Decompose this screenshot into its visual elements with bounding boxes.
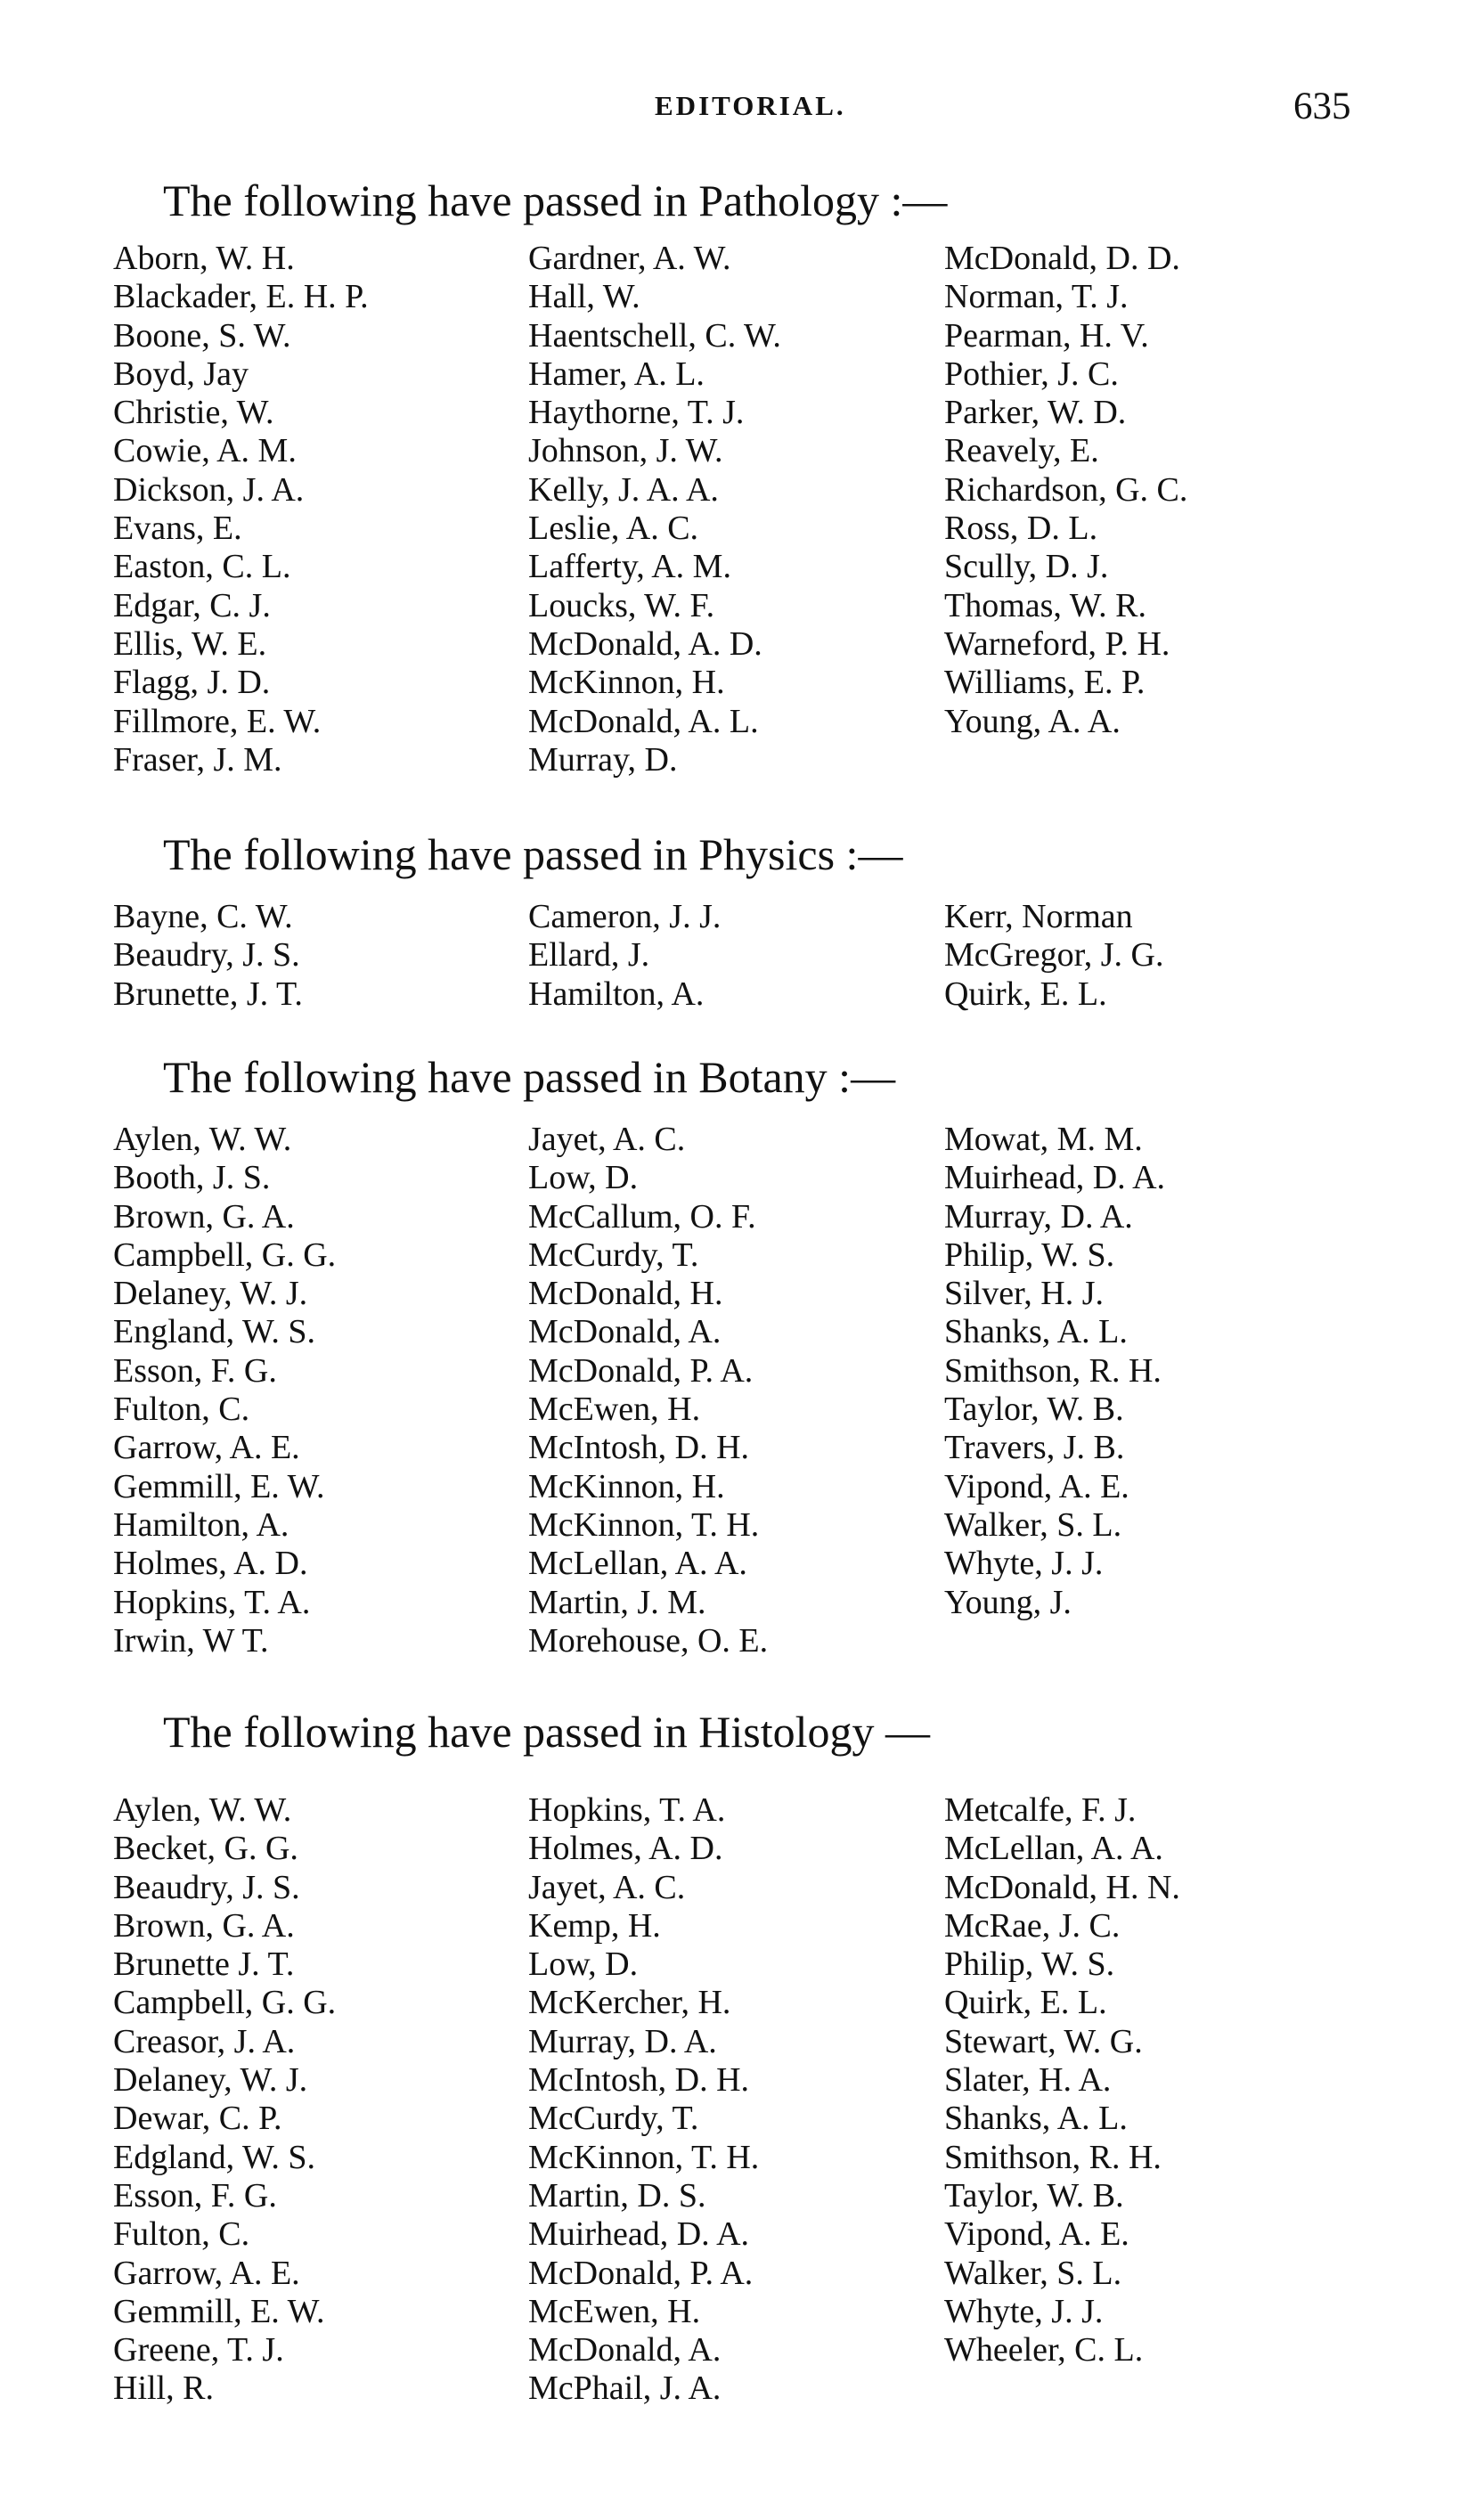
student-name: Evans, E.	[113, 510, 242, 548]
student-name: Muirhead, D. A.	[528, 2215, 750, 2254]
student-name: Taylor, W. B.	[944, 1391, 1124, 1429]
student-name: McDonald, D. D.	[944, 240, 1180, 277]
name-column	[528, 240, 947, 779]
student-name: Ellis, W. E.	[113, 624, 267, 663]
student-name: McPhail, J. A.	[528, 2369, 722, 2408]
student-name: Walker, S. L.	[944, 2254, 1122, 2292]
student-name: Holmes, A. D.	[113, 1545, 308, 1583]
student-name: Murray, D. A.	[944, 1197, 1133, 1236]
student-name: McDonald, A.	[528, 2331, 722, 2369]
student-name: McDonald, P. A.	[528, 2254, 754, 2292]
student-name: Holmes, A. D.	[528, 1830, 723, 1868]
student-name: Fulton, C.	[113, 1391, 250, 1429]
student-name: Reavely, E.	[944, 432, 1099, 470]
section-heading: The following have passed in Botany :—	[163, 1052, 896, 1102]
student-name: Wheeler, C. L.	[944, 2331, 1144, 2369]
student-name: Bayne, C. W.	[113, 898, 293, 935]
student-name: Thomas, W. R.	[944, 586, 1146, 624]
student-name: Boyd, Jay	[113, 355, 249, 393]
student-name: Scully, D. J.	[944, 548, 1109, 586]
name-column	[113, 1121, 532, 1660]
student-name: Creasor, J. A.	[113, 2022, 296, 2060]
student-name: Parker, W. D.	[944, 394, 1127, 432]
student-name: Whyte, J. J.	[944, 2292, 1104, 2330]
section-heading: The following have passed in Pathology :—	[163, 175, 948, 225]
student-name: McCurdy, T.	[528, 2100, 699, 2138]
student-name: Slater, H. A.	[944, 2061, 1112, 2100]
student-name: Brown, G. A.	[113, 1906, 295, 1945]
student-name: McKinnon, T. H.	[528, 1505, 760, 1544]
student-name: McKercher, H.	[528, 1984, 731, 2022]
student-name: Lafferty, A. M.	[528, 548, 731, 586]
student-name: Smithson, R. H.	[944, 1351, 1162, 1390]
student-name: Hamer, A. L.	[528, 355, 705, 393]
student-name: Fraser, J. M.	[113, 740, 282, 779]
student-name: Leslie, A. C.	[528, 510, 699, 548]
student-name: Hopkins, T. A.	[528, 1791, 726, 1829]
student-name: Travers, J. B.	[944, 1429, 1125, 1467]
student-name: Young, A. A.	[944, 702, 1121, 740]
student-name: Mowat, M. M.	[944, 1121, 1143, 1158]
student-name: Murray, D.	[528, 740, 678, 779]
student-name: Haythorne, T. J.	[528, 394, 745, 432]
student-name: Dewar, C. P.	[113, 2100, 282, 2138]
student-name: Young, J.	[944, 1583, 1072, 1621]
student-name: Quirk, E. L.	[944, 1984, 1107, 2022]
student-name: Brunette, J. T.	[113, 975, 303, 1013]
student-name: Boone, S. W.	[113, 316, 291, 355]
student-name: Gemmill, E. W.	[113, 1467, 325, 1505]
student-name: Edgland, W. S.	[113, 2138, 315, 2176]
section-heading: The following have passed in Histology —	[163, 1707, 930, 1757]
student-name: Gardner, A. W.	[528, 240, 731, 277]
student-name: Cameron, J. J.	[528, 898, 722, 935]
student-name: Fillmore, E. W.	[113, 702, 322, 740]
name-column	[944, 1121, 1363, 1622]
student-name: Williams, E. P.	[944, 664, 1146, 702]
student-name: Quirk, E. L.	[944, 975, 1107, 1013]
student-name: Low, D.	[528, 1945, 639, 1984]
student-name: McCallum, O. F.	[528, 1197, 756, 1236]
student-name: McGregor, J. G.	[944, 936, 1164, 975]
student-name: Richardson, G. C.	[944, 470, 1188, 509]
student-name: Esson, F. G.	[113, 1351, 277, 1390]
student-name: McLellan, A. A.	[528, 1545, 747, 1583]
student-name: McDonald, A.	[528, 1313, 722, 1351]
student-name: Blackader, E. H. P.	[113, 278, 369, 316]
student-name: Ross, D. L.	[944, 510, 1098, 548]
student-name: Johnson, J. W.	[528, 432, 723, 470]
student-name: Pothier, J. C.	[944, 355, 1119, 393]
student-name: Walker, S. L.	[944, 1505, 1122, 1544]
student-name: Haentschell, C. W.	[528, 316, 781, 355]
student-name: Aylen, W. W.	[113, 1791, 292, 1829]
section-heading: The following have passed in Physics :—	[163, 829, 903, 879]
student-name: Delaney, W. J.	[113, 2061, 308, 2100]
student-name: Pearman, H. V.	[944, 316, 1149, 355]
student-name: Metcalfe, F. J.	[944, 1791, 1137, 1829]
student-name: Jayet, A. C.	[528, 1121, 686, 1158]
name-column	[944, 1791, 1363, 2369]
student-name: Martin, D. S.	[528, 2176, 706, 2214]
running-head	[0, 85, 1484, 129]
student-name: Flagg, J. D.	[113, 664, 271, 702]
student-name: Martin, J. M.	[528, 1583, 706, 1621]
student-name: Low, D.	[528, 1159, 639, 1197]
name-column	[944, 240, 1363, 741]
student-name: Smithson, R. H.	[944, 2138, 1162, 2176]
student-name: Ellard, J.	[528, 936, 650, 975]
name-column	[113, 898, 532, 1014]
student-name: Kelly, J. A. A.	[528, 470, 719, 509]
name-column	[528, 1791, 947, 2409]
student-name: Greene, T. J.	[113, 2331, 284, 2369]
student-name: McEwen, H.	[528, 1391, 701, 1429]
student-name: Warneford, P. H.	[944, 624, 1170, 663]
student-name: Garrow, A. E.	[113, 1429, 300, 1467]
student-name: Delaney, W. J.	[113, 1275, 308, 1313]
student-name: Campbell, G. G.	[113, 1236, 337, 1274]
student-name: Brown, G. A.	[113, 1197, 295, 1236]
student-name: Murray, D. A.	[528, 2022, 717, 2060]
student-name: Jayet, A. C.	[528, 1868, 686, 1906]
student-name: Brunette J. T.	[113, 1945, 295, 1984]
student-name: England, W. S.	[113, 1313, 315, 1351]
student-name: Cowie, A. M.	[113, 432, 297, 470]
student-name: McRae, J. C.	[944, 1906, 1121, 1945]
student-name: Booth, J. S.	[113, 1159, 271, 1197]
student-name: Silver, H. J.	[944, 1275, 1104, 1313]
student-name: Hall, W.	[528, 278, 640, 316]
student-name: Beaudry, J. S.	[113, 936, 300, 975]
student-name: Kerr, Norman	[944, 898, 1133, 935]
student-name: Philip, W. S.	[944, 1236, 1115, 1274]
student-name: McDonald, P. A.	[528, 1351, 754, 1390]
student-name: Muirhead, D. A.	[944, 1159, 1166, 1197]
student-name: Kemp, H.	[528, 1906, 661, 1945]
student-name: Garrow, A. E.	[113, 2254, 300, 2292]
student-name: Taylor, W. B.	[944, 2176, 1124, 2214]
student-name: Hamilton, A.	[113, 1505, 289, 1544]
student-name: Stewart, W. G.	[944, 2022, 1143, 2060]
student-name: Hopkins, T. A.	[113, 1583, 311, 1621]
student-name: McKinnon, H.	[528, 664, 725, 702]
student-name: Vipond, A. E.	[944, 1467, 1129, 1505]
student-name: Shanks, A. L.	[944, 1313, 1128, 1351]
student-name: Beaudry, J. S.	[113, 1868, 300, 1906]
student-name: Dickson, J. A.	[113, 470, 305, 509]
student-name: Aborn, W. H.	[113, 240, 295, 277]
student-name: McIntosh, D. H.	[528, 2061, 750, 2100]
student-name: Irwin, W T.	[113, 1621, 269, 1660]
student-name: Aylen, W. W.	[113, 1121, 292, 1158]
student-name: Gemmill, E. W.	[113, 2292, 325, 2330]
student-name: Hill, R.	[113, 2369, 214, 2408]
student-name: Morehouse, O. E.	[528, 1621, 769, 1660]
student-name: McLellan, A. A.	[944, 1830, 1163, 1868]
student-name: Edgar, C. J.	[113, 586, 271, 624]
student-name: McEwen, H.	[528, 2292, 701, 2330]
student-name: Norman, T. J.	[944, 278, 1129, 316]
running-title: EDITORIAL.	[655, 90, 846, 121]
student-name: Shanks, A. L.	[944, 2100, 1128, 2138]
student-name: McDonald, A. D.	[528, 624, 762, 663]
student-name: McKinnon, T. H.	[528, 2138, 760, 2176]
student-name: McDonald, A. L.	[528, 702, 759, 740]
name-column	[113, 240, 532, 779]
student-name: Philip, W. S.	[944, 1945, 1115, 1984]
student-name: Christie, W.	[113, 394, 274, 432]
student-name: McDonald, H. N.	[944, 1868, 1180, 1906]
student-name: McCurdy, T.	[528, 1236, 699, 1274]
name-column	[528, 898, 947, 1014]
student-name: Fulton, C.	[113, 2215, 250, 2254]
student-name: Hamilton, A.	[528, 975, 705, 1013]
name-column	[113, 1791, 532, 2409]
student-name: Campbell, G. G.	[113, 1984, 337, 2022]
name-column	[528, 1121, 947, 1660]
student-name: McDonald, H.	[528, 1275, 723, 1313]
student-name: McIntosh, D. H.	[528, 1429, 750, 1467]
student-name: Vipond, A. E.	[944, 2215, 1129, 2254]
student-name: Easton, C. L.	[113, 548, 291, 586]
student-name: Loucks, W. F.	[528, 586, 715, 624]
page-number: 635	[1293, 86, 1351, 127]
student-name: Whyte, J. J.	[944, 1545, 1104, 1583]
student-name: Esson, F. G.	[113, 2176, 277, 2214]
name-column	[944, 898, 1363, 1014]
student-name: McKinnon, H.	[528, 1467, 725, 1505]
student-name: Becket, G. G.	[113, 1830, 298, 1868]
